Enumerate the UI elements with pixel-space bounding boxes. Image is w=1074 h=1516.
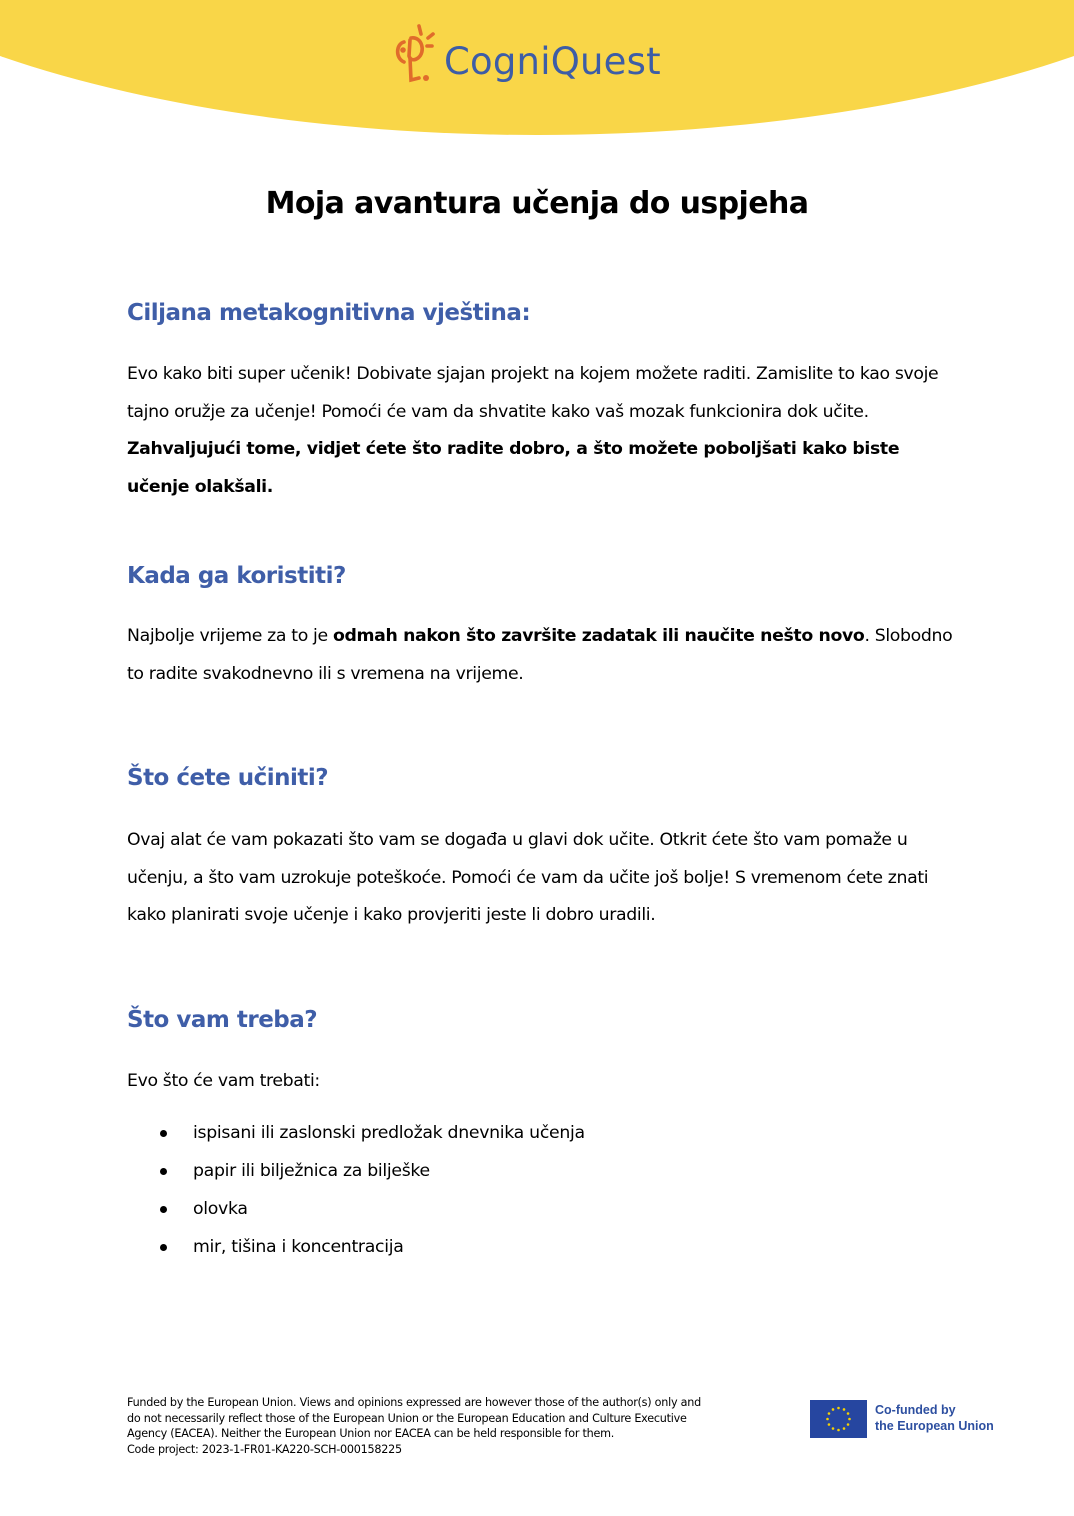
list-item-text: papir ili bilježnica za bilješke — [193, 1161, 430, 1181]
project-code: Code project: 2023-1-FR01-KA220-SCH-000158225 — [127, 1442, 402, 1456]
eu-star-icon — [832, 1408, 835, 1411]
eu-star-icon — [837, 1407, 840, 1410]
list-item — [127, 1114, 585, 1152]
eu-star-icon — [843, 1427, 846, 1430]
page-title: Moja avantura učenja do uspjeha — [265, 186, 809, 221]
eu-cofunded-label — [875, 1402, 994, 1434]
bullet-icon — [160, 1206, 167, 1213]
eu-star-icon — [837, 1429, 840, 1432]
funding-disclaimer — [127, 1395, 787, 1457]
paragraph-text: Evo kako biti super učenik! Dobivate sjajan projekt na kojem možete raditi. Zamislite to kao svoje tajno oružje za učenje! Pomoći će vam da shvatite kako vaš mozak funkcionira dok učite. — [127, 364, 939, 422]
eu-label-line: Co-funded by — [875, 1403, 956, 1417]
section-paragraph-what: Ovaj alat će vam pokazati što vam se događa u glavi dok učite. Otkrit ćete što vam pomaže u učenju, a što vam uzrokuje poteškoće. Pomoći će vam da učite još bolje! S vremenom ćete znati kako planirati svoje učenje i kako provjeriti jeste li dobro uradili. — [127, 830, 929, 925]
list-item — [127, 1190, 585, 1228]
eu-flag-icon — [810, 1400, 867, 1438]
section-heading-what: Što ćete učiniti? — [127, 765, 329, 791]
section-heading-when: Kada ga koristiti? — [127, 563, 346, 589]
eu-star-icon — [832, 1427, 835, 1430]
eu-star-icon — [848, 1418, 851, 1421]
section-paragraph-skill — [127, 356, 957, 506]
section-heading-needs: Što vam treba? — [127, 1007, 318, 1033]
bullet-icon — [160, 1130, 167, 1137]
eu-star-icon — [828, 1412, 831, 1415]
eu-star-icon — [843, 1408, 846, 1411]
disclaimer-line: Agency (EACEA). Neither the European Union nor EACEA can be held responsible for them. — [127, 1427, 615, 1440]
eu-cofunded-badge — [810, 1400, 994, 1438]
list-item-text: ispisani ili zaslonski predložak dnevnika učenja — [193, 1123, 585, 1143]
list-item-text: mir, tišina i koncentracija — [193, 1237, 404, 1257]
disclaimer-line: do not necessarily reflect those of the European Union or the European Education and Culture Executive — [127, 1411, 687, 1425]
section-paragraph-when — [127, 618, 957, 693]
eu-star-icon — [847, 1412, 850, 1415]
cogniquest-logo-icon — [392, 18, 440, 90]
paragraph-bold-text: odmah nakon što završite zadatak ili naučite nešto novo — [332, 626, 865, 646]
paragraph-text: Najbolje vrijeme za to je — [127, 626, 333, 646]
eu-star-icon — [828, 1423, 831, 1426]
brand-name: CogniQuest — [444, 39, 661, 83]
list-item — [127, 1228, 585, 1266]
list-item — [127, 1152, 585, 1190]
section-intro-needs: Evo što će vam trebati: — [127, 1071, 320, 1091]
section-heading-skill: Ciljana metakognitivna vještina: — [127, 300, 531, 326]
paragraph-text: . Slobodno to radite svakodnevno ili s vremena na vrijeme. — [127, 626, 953, 684]
paragraph-bold-text: Zahvaljujući tome, vidjet ćete što radite dobro, a što možete poboljšati kako biste učenje olakšali. — [127, 439, 900, 497]
needs-list — [127, 1114, 585, 1266]
eu-star-icon — [847, 1423, 850, 1426]
bullet-icon — [160, 1244, 167, 1251]
bullet-icon — [160, 1168, 167, 1175]
eu-label-line: the European Union — [875, 1419, 994, 1433]
disclaimer-line: Funded by the European Union. Views and opinions expressed are however those of the author(s) only and — [127, 1396, 701, 1409]
list-item-text: olovka — [193, 1199, 248, 1219]
brand-logo — [392, 18, 661, 90]
eu-star-icon — [826, 1418, 829, 1421]
